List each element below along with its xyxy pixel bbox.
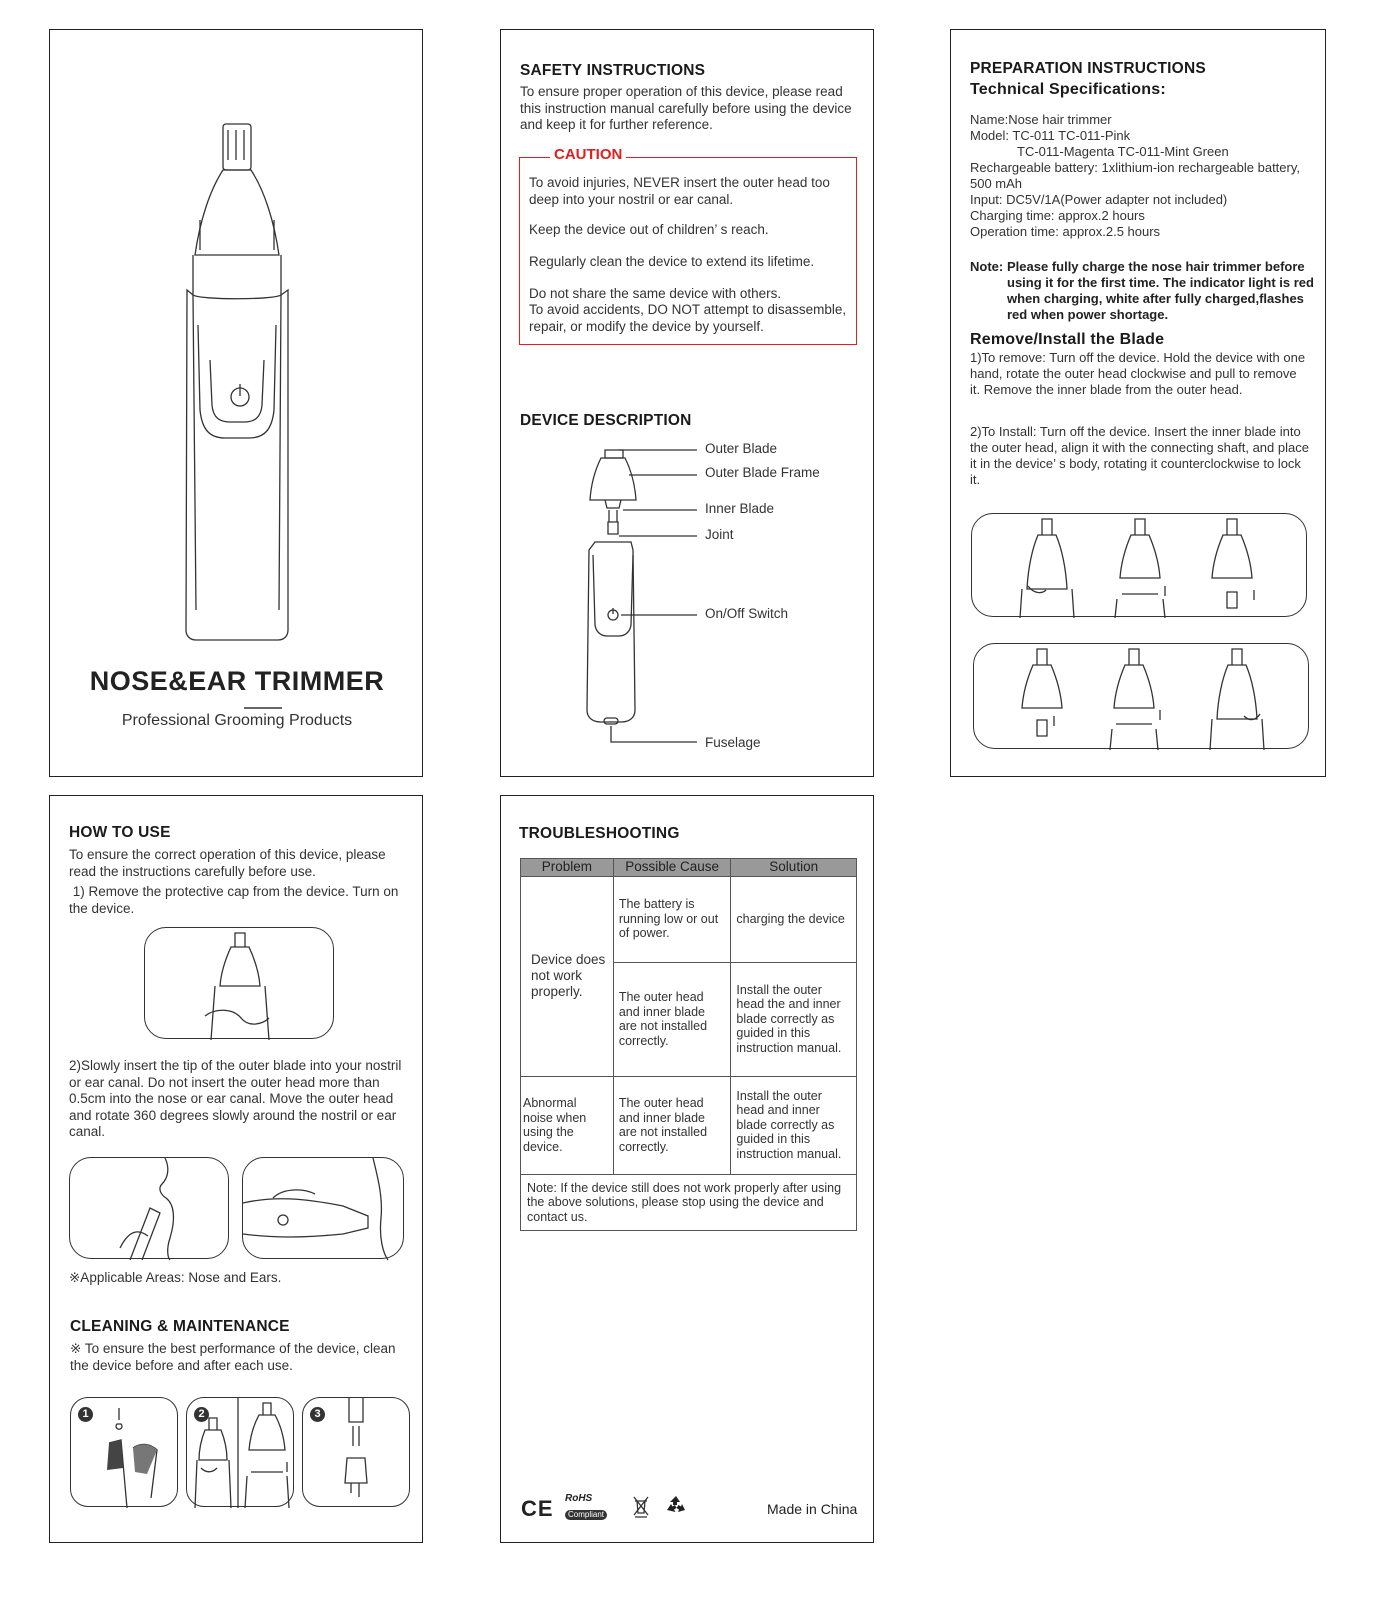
clean-step1-illustration — [70, 1397, 178, 1507]
table-row — [521, 1076, 857, 1174]
spec-line: Rechargeable battery: 1xlithium-ion rechargeable battery, 500 mAh — [970, 160, 1300, 191]
recycle-icon — [664, 1494, 688, 1518]
rohs-compliant: Compliant — [565, 1510, 607, 1520]
label-inner-blade: Inner Blade — [705, 501, 775, 516]
safety-intro: To ensure proper operation of this device, please read this instruction manual carefully before using the device and keep it for further reference. — [520, 84, 852, 132]
spec-line: Model: TC-011 TC-011-Pink — [970, 128, 1131, 143]
note-text: Please fully charge the nose hair trimmer before using it for the first time. The indicator light is red when charging, white after fully charged,flashes red when power shortage. — [1007, 259, 1314, 322]
applicable-areas: ※Applicable Areas: Nose and Ears. — [69, 1270, 282, 1285]
remove-text: 1)To remove: Turn off the device. Hold the device with one hand, rotate the outer head clockwise and pull to remove it. Remove the inner blade from the outer head. — [970, 350, 1306, 397]
cover-panel — [49, 29, 423, 777]
table-row — [521, 876, 857, 962]
cover-subtitle: Professional Grooming Products — [121, 712, 353, 729]
trouble-panel — [500, 795, 874, 1543]
step-number-badge: 1 — [78, 1407, 93, 1422]
label-switch: On/Off Switch — [705, 606, 789, 621]
label-outer-blade-frame: Outer Blade Frame — [705, 465, 820, 480]
caution-item: Do not share the same device with others. — [529, 286, 782, 301]
safety-heading: SAFETY INSTRUCTIONS — [520, 62, 706, 79]
column-header: Possible Cause — [613, 859, 731, 877]
solution-cell: Install the outer head and inner blade correctly as guided in this instruction manual. — [731, 1076, 857, 1174]
cause-cell: The outer head and inner blade are not installed correctly. — [613, 962, 731, 1076]
rohs-mark — [565, 1493, 621, 1519]
note-label: Note: — [970, 259, 1004, 274]
trouble-table — [520, 858, 857, 1231]
device-heading: DEVICE DESCRIPTION — [520, 412, 692, 429]
clean-text: ※ To ensure the best performance of the device, clean the device before and after each use. — [70, 1341, 396, 1373]
label-fuselage: Fuselage — [705, 735, 761, 750]
caution-item: Regularly clean the device to extend its lifetime. — [529, 254, 815, 269]
table-header-row — [521, 859, 857, 877]
cause-cell: The battery is running low or out of power. — [613, 876, 731, 962]
install-text: 2)To Install: Turn off the device. Insert the inner blade into the outer head, align it with the connecting shaft, and place it in the device’ s body, rotating it counterclockwise to lock it. — [970, 424, 1309, 487]
column-header: Solution — [731, 859, 857, 877]
howto-step1: 1) Remove the protective cap from the device. Turn on the device. — [69, 884, 403, 916]
caution-title: CAUTION — [550, 146, 626, 163]
weee-icon — [632, 1495, 650, 1519]
ear-illustration — [242, 1157, 404, 1259]
cover-title: NOSE&EAR TRIMMER — [89, 666, 385, 696]
howto-step2: 2)Slowly insert the tip of the outer blade into your nostril or ear canal. Do not insert the outer head more than 0.5cm into the nose or ear canal. Move the outer head and rotate 360 degrees slowly around the nostril or ear canal. — [69, 1058, 402, 1139]
step1-illustration — [144, 927, 334, 1039]
column-header: Problem — [521, 859, 614, 877]
install-illustration — [973, 643, 1309, 749]
remove-illustration — [971, 513, 1307, 617]
solution-cell: charging the device — [731, 876, 857, 962]
caution-item: Keep the device out of children’ s reach. — [529, 222, 769, 237]
step-number-badge: 3 — [310, 1407, 325, 1422]
spec-line: TC-011-Magenta TC-011-Mint Green — [1017, 144, 1229, 159]
prep-panel — [950, 29, 1326, 777]
clean-step2-illustration — [186, 1397, 294, 1507]
trouble-heading: TROUBLESHOOTING — [519, 825, 680, 842]
problem-cell: Device does not work properly. — [521, 876, 614, 1076]
clean-heading: CLEANING & MAINTENANCE — [70, 1318, 290, 1335]
cause-cell: The outer head and inner blade are not installed correctly. — [613, 1076, 731, 1174]
device-diagram — [501, 30, 875, 778]
safety-panel — [500, 29, 874, 777]
table-note-row — [521, 1174, 857, 1231]
spec-line: Name:Nose hair trimmer — [970, 112, 1112, 127]
caution-item: To avoid accidents, DO NOT attempt to disassemble, repair, or modify the device by yourself. — [529, 302, 847, 334]
howto-panel — [49, 795, 423, 1543]
prep-heading: PREPARATION INSTRUCTIONS — [970, 60, 1206, 77]
label-outer-blade: Outer Blade — [705, 441, 778, 456]
label-joint: Joint — [705, 527, 734, 542]
tech-specs-heading: Technical Specifications: — [970, 81, 1166, 98]
caution-item: To avoid injuries, NEVER insert the outer head too deep into your nostril or ear canal. — [529, 175, 830, 207]
howto-heading: HOW TO USE — [69, 824, 171, 841]
table-note: Note: If the device still does not work properly after using the above solutions, please stop using the device and contact us. — [521, 1174, 857, 1231]
howto-intro: To ensure the correct operation of this device, please read the instructions carefully before use. — [69, 847, 386, 879]
step-number-badge: 2 — [194, 1407, 209, 1422]
spec-line: Input: DC5V/1A(Power adapter not included) — [970, 192, 1228, 207]
specs-list — [970, 112, 1315, 240]
rohs-text: RoHS — [565, 1493, 593, 1504]
spec-line: Charging time: approx.2 hours — [970, 208, 1145, 223]
charge-note — [970, 259, 1320, 323]
problem-cell: Abnormal noise when using the device. — [521, 1076, 614, 1174]
blade-heading: Remove/Install the Blade — [970, 331, 1165, 348]
clean-step3-illustration — [302, 1397, 410, 1507]
made-in-label: Made in China — [767, 1501, 858, 1517]
nose-illustration — [69, 1157, 229, 1259]
solution-cell: Install the outer head the and inner blade correctly as guided in this instruction manual. — [731, 962, 857, 1076]
spec-line: Operation time: approx.2.5 hours — [970, 224, 1161, 239]
ce-mark: CE — [521, 1496, 554, 1521]
